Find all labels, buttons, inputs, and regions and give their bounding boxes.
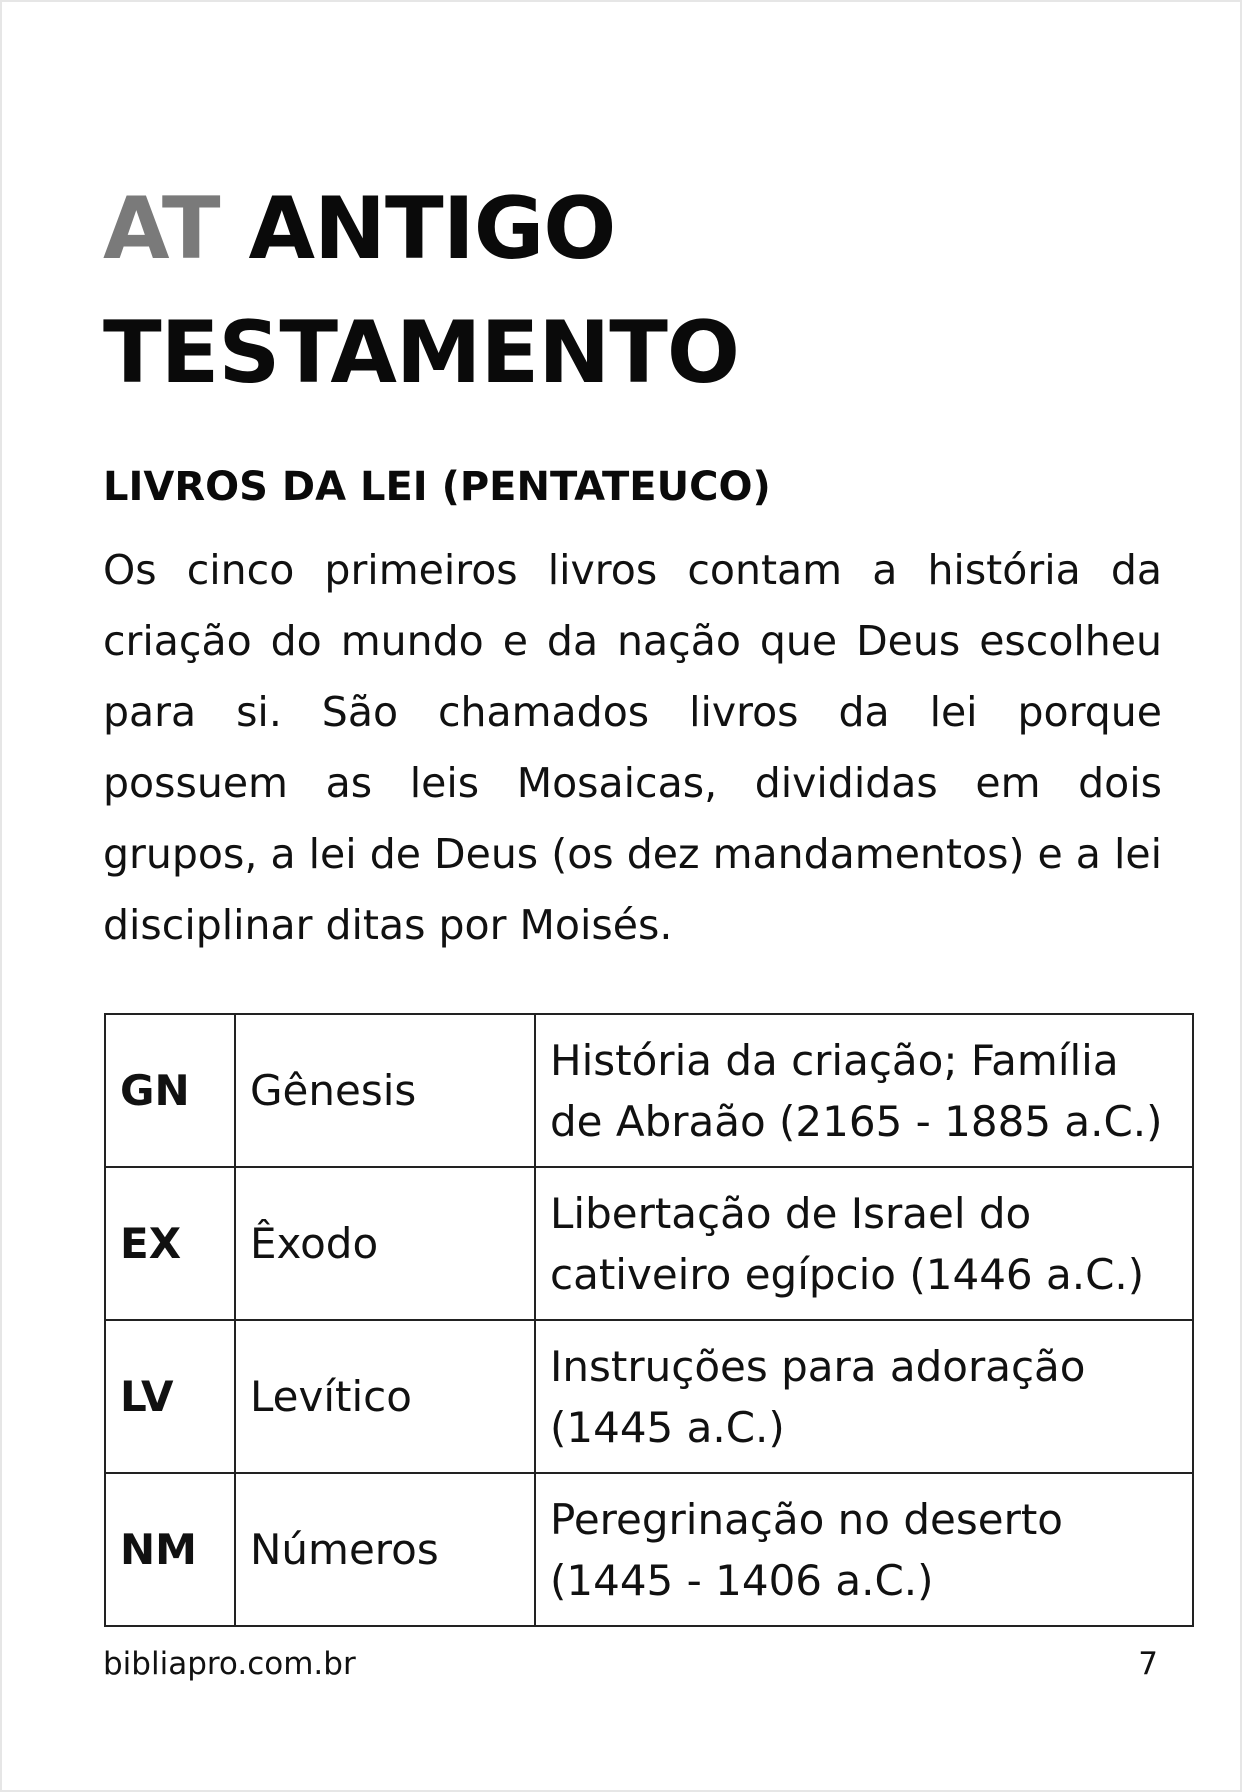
book-code: EX bbox=[105, 1167, 235, 1320]
page-content bbox=[103, 167, 1162, 961]
book-description-line-1: Peregrinação no deserto bbox=[550, 1494, 1064, 1544]
book-description-line-1: Instruções para adoração bbox=[550, 1341, 1086, 1391]
table-row bbox=[105, 1167, 1193, 1320]
book-name: Gênesis bbox=[235, 1014, 535, 1167]
book-name: Números bbox=[235, 1473, 535, 1626]
book-description-line-1: História da criação; Família bbox=[550, 1035, 1119, 1085]
book-description-line-2: cativeiro egípcio (1446 a.C.) bbox=[550, 1249, 1145, 1299]
title-line-2: TESTAMENTO bbox=[103, 303, 739, 403]
section-title: LIVROS DA LEI (PENTATEUCO) bbox=[103, 464, 771, 510]
book-description bbox=[535, 1320, 1193, 1473]
book-description-line-2: de Abraão (2165 - 1885 a.C.) bbox=[550, 1096, 1163, 1146]
book-description bbox=[535, 1014, 1193, 1167]
section-paragraph: Os cinco primeiros livros contam a história da criação do mundo e da nação que Deus escolheu para si. São chamados livros da lei porque possuem as leis Mosaicas, divididas em dois grupos, a lei de Deus (os dez mandamentos) e a lei disciplinar ditas por Moisés. bbox=[103, 546, 1162, 949]
title-line-1: ANTIGO bbox=[248, 179, 616, 279]
title-abbreviation: AT bbox=[103, 179, 220, 279]
book-name: Levítico bbox=[235, 1320, 535, 1473]
book-code: NM bbox=[105, 1473, 235, 1626]
book-description bbox=[535, 1473, 1193, 1626]
book-description-line-1: Libertação de Israel do bbox=[550, 1188, 1032, 1238]
table-row bbox=[105, 1473, 1193, 1626]
page-title bbox=[103, 167, 1162, 415]
footer-site-link[interactable]: bibliapro.com.br bbox=[103, 1646, 356, 1682]
books-table bbox=[104, 1013, 1194, 1627]
table-row bbox=[105, 1320, 1193, 1473]
book-name: Êxodo bbox=[235, 1167, 535, 1320]
table-row bbox=[105, 1014, 1193, 1167]
book-code: LV bbox=[105, 1320, 235, 1473]
book-description-line-2: (1445 a.C.) bbox=[550, 1402, 785, 1452]
book-description-line-2: (1445 - 1406 a.C.) bbox=[550, 1555, 934, 1605]
page-number: 7 bbox=[1138, 1646, 1158, 1682]
book-description bbox=[535, 1167, 1193, 1320]
book-code: GN bbox=[105, 1014, 235, 1167]
